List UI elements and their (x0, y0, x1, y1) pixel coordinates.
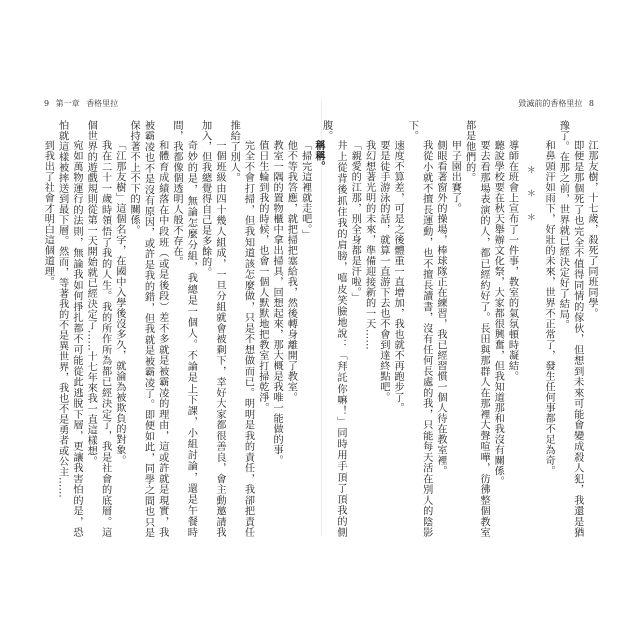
right-page-body (322, 120, 598, 538)
paragraph: 「掃完這裡就走吧。」 (299, 140, 311, 241)
paragraph: 井上從背後抓住我的肩膀，嘻皮笑臉地說：「拜託你嘛！」同時用手頂了頂我的側腹。 (320, 120, 346, 538)
paragraph: 奇妙的是，無論怎麼分組，我總是一個人。不論是上下課，小組討論，還是午餐時間，我都像個透明人般不存在。 (171, 120, 197, 538)
left-page-number: 9 (44, 99, 50, 108)
section-break: ＊ ＊ ＊ (524, 165, 535, 228)
paragraph: 聽說學校要在秋天舉辦文化祭，大家都很興奮，但我知道那和我沒有關係。 (492, 140, 504, 487)
paragraph: 完全不會打掃，但我知道該怎麼做，只是不想做而已。明明是我的責任，我卻把責任推給了別人。 (228, 120, 254, 538)
paragraph: 我幻想著光明的未來，準備迎接新的一天…… (363, 140, 375, 351)
paragraph: 我從小就不擅長運動，也不擅長讀書，沒有任何長處的我，只能每天活在別人的陰影下。 (406, 120, 432, 538)
left-running-title: 香格里拉 (86, 99, 119, 108)
paragraph: 「江那友樹」這個名字，在國中入學後沒多久，就淪為被欺負的對象。 (113, 140, 125, 466)
paragraph: 即便是那個死了也完全不值得同情的傢伙，但想到未來可能會變成殺人犯，我還是猶豫了。在那之前，世界就已經決定好了結局。 (557, 120, 583, 538)
paragraph: 稱稱。 (313, 140, 325, 172)
paragraph: 宛如萬物運行的法則，無論我如何掙扎都不可能從此逃脫下層，更讓我害怕的是，恐怕就這樣被摔送到最下層。然而，等著我的不是異世界，我也不是勇者或公主…… (56, 120, 82, 538)
paragraph: 值日生輪到我的時候，也會一個人默默地把教室打掃乾淨。 (256, 140, 268, 414)
paragraph: 和體育成績落在中段班（或是後段）差不多就是被霸凌的理由，這或許就是現實，我被霸凌也不是沒有原因，或許是我的錯，但我就是被霸凌了。即便如此，同學之間也只是保持著不上不下的關係。 (128, 120, 168, 538)
paragraph: 要是徒手游泳的話，就算一直游下去也不會到達終點吧。 (377, 140, 389, 403)
paragraph: 甲子園出賽了。 (449, 140, 461, 214)
paragraph: 到我出了社會才明白這個道理。 (42, 140, 54, 288)
left-page-header (40, 98, 122, 110)
paragraph: 和鼻頭汗如雨下，好壯的未來，世界不正常了，發生任何事都不足為奇。 (543, 140, 555, 477)
right-page-number: 8 (588, 99, 594, 108)
paragraph: 我在二十一歲時領悟了我的人生。我的所作所為都已經決定了，我是社會的底層。這個世界的遊戲規則從第一天開始就已經決定了……十七年來我一直這樣想。 (85, 120, 111, 538)
paragraph: 側眼看著窗外的操場，棒球隊正在練習，我已經習慣一個人待在教室裡。 (435, 140, 447, 477)
left-page (40, 98, 326, 538)
paragraph: 一個班級由四十幾人組成，一旦分組就會被剩下，幸好大家都很善良，會主動邀請我加入，但我總覺得自己是多餘的。 (199, 120, 225, 538)
paragraph: 他不等我答應，就把掃把塞給我，然後轉身離開了教室。 (285, 140, 297, 403)
left-page-body (40, 120, 326, 538)
paragraph: 要去看那場表演的人，都已經約好了。長田與那群人在那裡大聲喧嘩，彷彿整個教室都是他們的。 (463, 120, 489, 538)
right-page-header (518, 98, 598, 110)
paragraph: 速度不算差，可是之後體重一直增加，我也就不再跑步了。 (392, 140, 404, 414)
paragraph: 「親愛的江那，別全身都是汗啦。」 (349, 140, 361, 304)
left-chapter-label: 第一章 (55, 99, 80, 108)
paragraph: 教室一隅的置物櫃中拿出掃具，回想起來，那大概是我唯一能做的事。 (271, 140, 283, 466)
right-page (322, 98, 598, 538)
paragraph: 導師在班會上宣布了一件事，教室的氣氛頓時凝結。 (506, 140, 518, 382)
paragraph: 江那友樹，十七歲，殺死了同班同學。 (586, 140, 597, 319)
right-running-title: 毀滅前的香格里拉 (518, 99, 583, 108)
